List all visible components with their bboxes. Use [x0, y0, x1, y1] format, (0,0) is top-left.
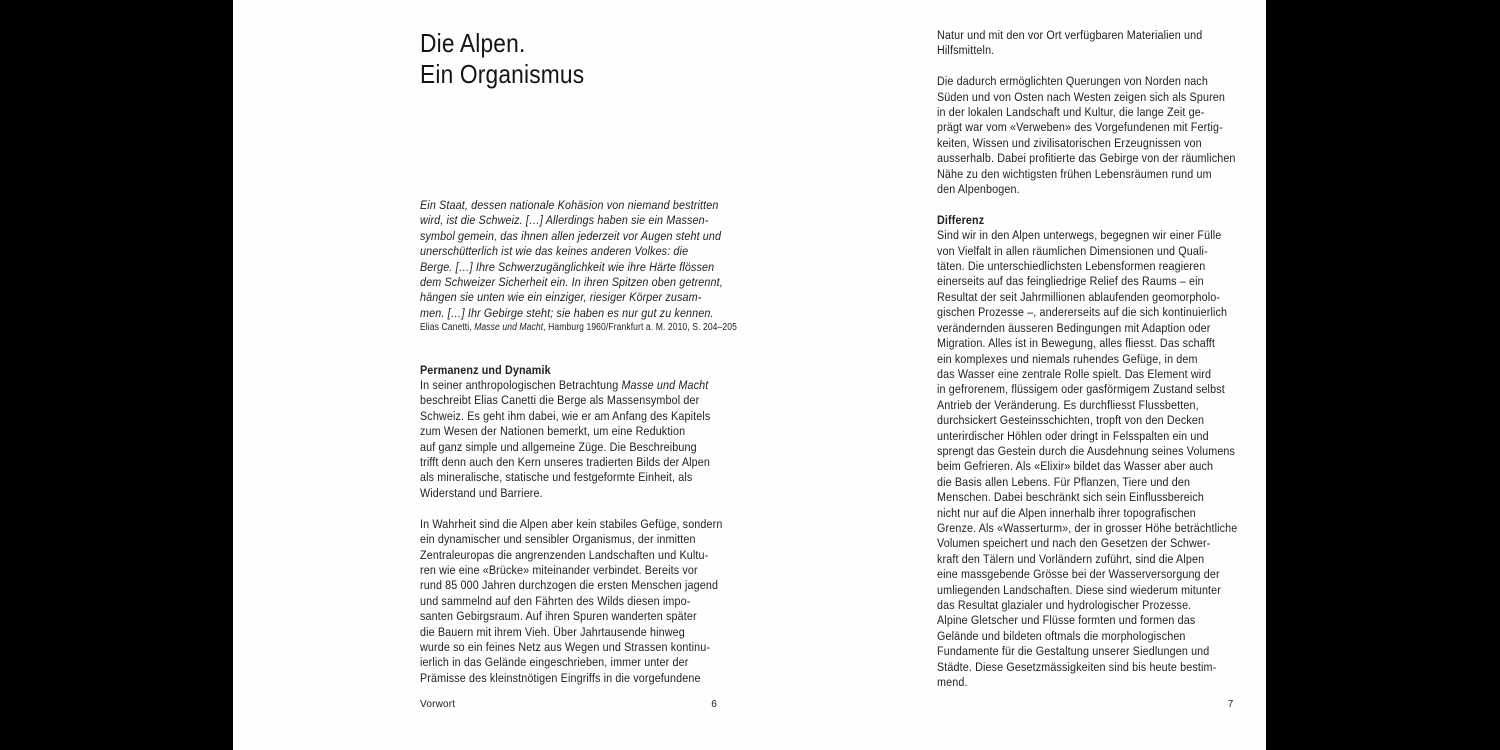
text-line [937, 506, 1245, 521]
text-line [937, 382, 1245, 397]
text-line [937, 43, 1245, 58]
text-run: Migration. Alles ist in Bewegung, alles fliesst. Das schafft [936, 336, 1215, 351]
text-line [937, 167, 1245, 182]
text-run: unterirdischer Höhlen oder dringt in Felsspalten ein und [936, 428, 1209, 443]
text-line [420, 517, 728, 532]
text-run: die Bauern mit ihrem Vieh. Über Jahrtausende hinweg [420, 624, 685, 639]
text-run: zum Wesen der Nationen bemerkt, um eine Reduktion [420, 424, 686, 439]
text-line [937, 259, 1245, 274]
text-line [420, 671, 728, 686]
left-page-footer [420, 699, 727, 711]
text-line [420, 625, 728, 640]
text-line [420, 275, 728, 290]
text-run: gischen Prozesse –, andererseits auf die sich kontinuierlich [936, 305, 1227, 320]
text-line [420, 393, 728, 408]
right-text-column [937, 28, 1245, 690]
text-run: , Hamburg 1960/Frankfurt a. M. 2010, S. 204–205 [543, 322, 737, 334]
text-run: in der lokalen Landschaft und Kultur, die lange Zeit ge- [936, 105, 1205, 120]
text-run: Hilfsmitteln. [936, 43, 994, 58]
text-line [937, 583, 1245, 598]
text-line [420, 198, 728, 213]
text-run: eine massgebende Grösse bei der Wasserversorgung der [936, 567, 1220, 582]
text-line [937, 398, 1245, 413]
text-run: Gelände und bildeten oftmals die morphologischen [936, 628, 1186, 643]
text-line [420, 290, 728, 305]
text-line [420, 640, 728, 655]
page-right [750, 0, 1267, 750]
text-line [420, 655, 728, 670]
text-run: nicht nur auf die Alpen innerhalb ihrer topografischen [936, 505, 1196, 520]
text-run: als mineralische, statische und festgeformte Einheit, als [420, 470, 693, 485]
text-run: die Basis allen Lebens. Für Pflanzen, Tiere und den [936, 474, 1190, 489]
text-run: Natur und mit den vor Ort verfügbaren Materialien und [936, 28, 1202, 42]
text-run: täten. Die unterschiedlichsten Lebensformen reagieren [936, 259, 1205, 274]
text-line [937, 567, 1245, 582]
text-run: Alpine Gletscher und Flüsse formten und formen das [936, 613, 1195, 628]
text-run: dem Schweizer Sicherheit ein. In ihren Spitzen oben getrennt, [420, 275, 723, 290]
text-line [420, 363, 728, 378]
text-run: ein komplexes und niemals ruhendes Gefüge, in dem [936, 351, 1198, 366]
text-run: beschreibt Elias Canetti die Berge als Massensymbol der [420, 393, 700, 408]
text-line [937, 90, 1245, 105]
text-line [937, 290, 1245, 305]
text-line [420, 424, 728, 439]
text-line [937, 105, 1245, 120]
text-line [937, 74, 1245, 89]
text-line [420, 532, 728, 547]
quote-citation [420, 321, 737, 347]
text-run: Resultat der seit Jahrmillionen ablaufenden geomorpholo- [936, 289, 1220, 304]
page-number-left: 6 [711, 699, 717, 710]
text-run: In seiner anthropologischen Betrachtung [420, 378, 622, 393]
body-paragraph [420, 378, 728, 501]
page-number-right: 7 [1227, 699, 1234, 710]
text-run: Die dadurch ermöglichten Querungen von Norden nach [936, 74, 1208, 89]
text-line [937, 444, 1245, 459]
text-line [937, 228, 1245, 243]
text-line [420, 321, 737, 334]
text-line [420, 306, 728, 321]
body-paragraph [937, 228, 1245, 690]
text-line [937, 321, 1245, 336]
text-run: das Resultat glazialer und hydrologischer Prozesse. [936, 598, 1191, 612]
text-run: unerschütterlich ist wie das keines anderen Volkes: die [420, 244, 689, 259]
text-line [420, 213, 728, 228]
text-run: rund 85 000 Jahren durchzogen die ersten Menschen jagend [420, 578, 719, 593]
text-run: prägt war vom «Verweben» des Vorgefundenen mit Fertig- [936, 120, 1223, 135]
text-run: Die Alpen. [420, 28, 526, 58]
text-line [937, 336, 1245, 351]
text-run: In Wahrheit sind die Alpen aber kein stabiles Gefüge, sondern [420, 516, 723, 531]
italic-run: Masse und Macht [621, 378, 709, 393]
text-run: auf ganz simple und allgemeine Züge. Die Beschreibung [420, 439, 697, 454]
text-run: den Alpenbogen. [936, 182, 1020, 197]
text-run: in gefrorenem, flüssigem oder gasförmigem Zustand selbst [936, 382, 1225, 397]
text-run: wird, ist die Schweiz. […] Allerdings haben sie ein Massen- [420, 213, 709, 228]
text-line [937, 521, 1245, 536]
text-run: ierlich in das Gelände eingeschrieben, immer unter der [420, 655, 689, 670]
section-heading [937, 213, 1245, 228]
epigraph-quote [420, 198, 728, 321]
body-paragraph [937, 28, 1245, 59]
text-line [420, 28, 728, 59]
text-run: Permanenz und Dynamik [420, 362, 551, 377]
text-line [937, 136, 1245, 151]
text-run: und sammelnd auf den Fährten des Wilds diesen impo- [420, 593, 691, 608]
text-line [420, 409, 728, 424]
section-heading [420, 363, 728, 378]
text-run: Menschen. Dabei beschränkt sich sein Einflussbereich [936, 490, 1204, 505]
text-run: mend. [936, 675, 968, 690]
text-line [937, 182, 1245, 197]
text-run: Städte. Diese Gesetzmässigkeiten sind bis heute bestim- [936, 659, 1216, 674]
text-run: einerseits auf das feingliedrige Relief des Raums – ein [936, 274, 1204, 289]
text-run: santen Gebirgsraum. Auf ihren Spuren wanderten später [420, 609, 697, 624]
text-line [937, 475, 1245, 490]
page-left [233, 0, 750, 750]
text-line [937, 552, 1245, 567]
text-line [420, 59, 728, 90]
text-run: durchsickert Gesteinsschichten, tropft von den Decken [936, 413, 1204, 428]
text-line [937, 367, 1245, 382]
text-line [937, 598, 1245, 613]
text-run: ren wie eine «Brücke» miteinander verbindet. Bereits vor [420, 562, 698, 577]
body-paragraph [937, 74, 1245, 197]
text-line [420, 548, 728, 563]
text-line [937, 613, 1245, 628]
chapter-title [420, 28, 728, 90]
book-spread [233, 0, 1266, 750]
text-line [420, 378, 728, 393]
text-run: beim Gefrieren. Als «Elixir» bildet das Wasser aber auch [936, 459, 1213, 474]
text-run: Nähe zu den wichtigsten frühen Lebensräumen rund um [936, 166, 1212, 181]
text-line [937, 459, 1245, 474]
text-run: kraft den Tälern und Vorländern zuführt, sind die Alpen [936, 551, 1204, 566]
text-line [420, 455, 728, 470]
text-run: Süden und von Osten nach Westen zeigen sich als Spuren [936, 89, 1225, 104]
text-line [420, 440, 728, 455]
text-run: Widerstand und Barriere. [420, 485, 543, 500]
italic-run: Masse und Macht [474, 322, 544, 334]
text-run: Zentraleuropas die angrenzenden Landschaften und Kultu- [420, 547, 709, 562]
text-line [937, 352, 1245, 367]
text-line [937, 629, 1245, 644]
text-line [420, 260, 728, 275]
text-run: Berge. […] Ihre Schwerzugänglichkeit wie ihre Härte flössen [420, 259, 715, 274]
text-run: Ein Organismus [420, 59, 585, 89]
text-line [937, 244, 1245, 259]
text-run: Antrieb der Veränderung. Es durchfliesst Flussbetten, [936, 397, 1199, 412]
text-line [420, 229, 728, 244]
text-line [937, 490, 1245, 505]
text-run: sprengt das Gestein durch die Ausdehnung seines Volumens [936, 443, 1235, 458]
text-run: ausserhalb. Dabei profitierte das Gebirge von der räumlichen [936, 151, 1236, 166]
text-run: Volumen speichert und nach den Gesetzen der Schwer- [936, 536, 1210, 551]
text-run: keiten, Wissen und zivilisatorischen Erzeugnissen von [936, 135, 1202, 150]
text-line [420, 486, 728, 501]
text-line [937, 305, 1245, 320]
text-run: trifft denn auch den Kern unseres tradierten Bilds der Alpen [420, 455, 711, 470]
text-line [937, 675, 1245, 690]
text-line [420, 578, 728, 593]
text-line [937, 274, 1245, 289]
text-line [420, 609, 728, 624]
text-line [937, 120, 1245, 135]
right-page-footer [937, 699, 1244, 711]
body-paragraph [420, 517, 728, 686]
text-run: symbol gemein, das ihnen allen jederzeit vor Augen steht und [420, 228, 722, 243]
text-run: wurde so ein feines Netz aus Wegen und Strassen kontinu- [420, 639, 711, 654]
text-run: Elias Canetti, [420, 322, 475, 334]
text-run: das Wasser eine zentrale Rolle spielt. Das Element wird [936, 366, 1211, 381]
text-line [937, 660, 1245, 675]
text-line [937, 644, 1245, 659]
text-run: verändernden äusseren Bedingungen mit Adaption oder [936, 320, 1210, 335]
text-line [420, 594, 728, 609]
text-line [937, 151, 1245, 166]
text-run: Prämisse des kleinstnötigen Eingriffs in die vorgefundene [420, 670, 701, 685]
text-run: Grenze. Als «Wasserturm», der in grosser Höhe beträchtliche [936, 520, 1237, 535]
text-line [937, 213, 1245, 228]
left-text-column [420, 28, 737, 686]
running-title: Vorwort [420, 699, 456, 710]
text-line [420, 563, 728, 578]
text-line [420, 470, 728, 485]
text-run: Ein Staat, dessen nationale Kohäsion von niemand bestritten [420, 198, 719, 212]
text-run: men. […] Ihr Gebirge steht; sie haben es nur gut zu kennen. [420, 305, 714, 320]
text-line [937, 28, 1245, 43]
text-run: Schweiz. Es geht ihm dabei, wie er am Anfang des Kapitels [420, 408, 711, 423]
text-run: ein dynamischer und sensibler Organismus, der inmitten [420, 532, 696, 547]
text-line [420, 244, 728, 259]
text-run: hängen sie unten wie ein einziger, riesiger Körper zusam- [420, 290, 702, 305]
text-run: Differenz [936, 212, 984, 227]
text-line [937, 429, 1245, 444]
text-run: Sind wir in den Alpen unterwegs, begegnen wir einer Fülle [936, 228, 1221, 243]
text-run: umliegenden Landschaften. Diese sind wiederum mitunter [936, 582, 1221, 597]
text-line [937, 413, 1245, 428]
text-run: von Vielfalt in allen räumlichen Dimensionen und Quali- [936, 243, 1208, 258]
text-run: Fundamente für die Gestaltung unserer Siedlungen und [936, 644, 1209, 659]
text-line [937, 536, 1245, 551]
